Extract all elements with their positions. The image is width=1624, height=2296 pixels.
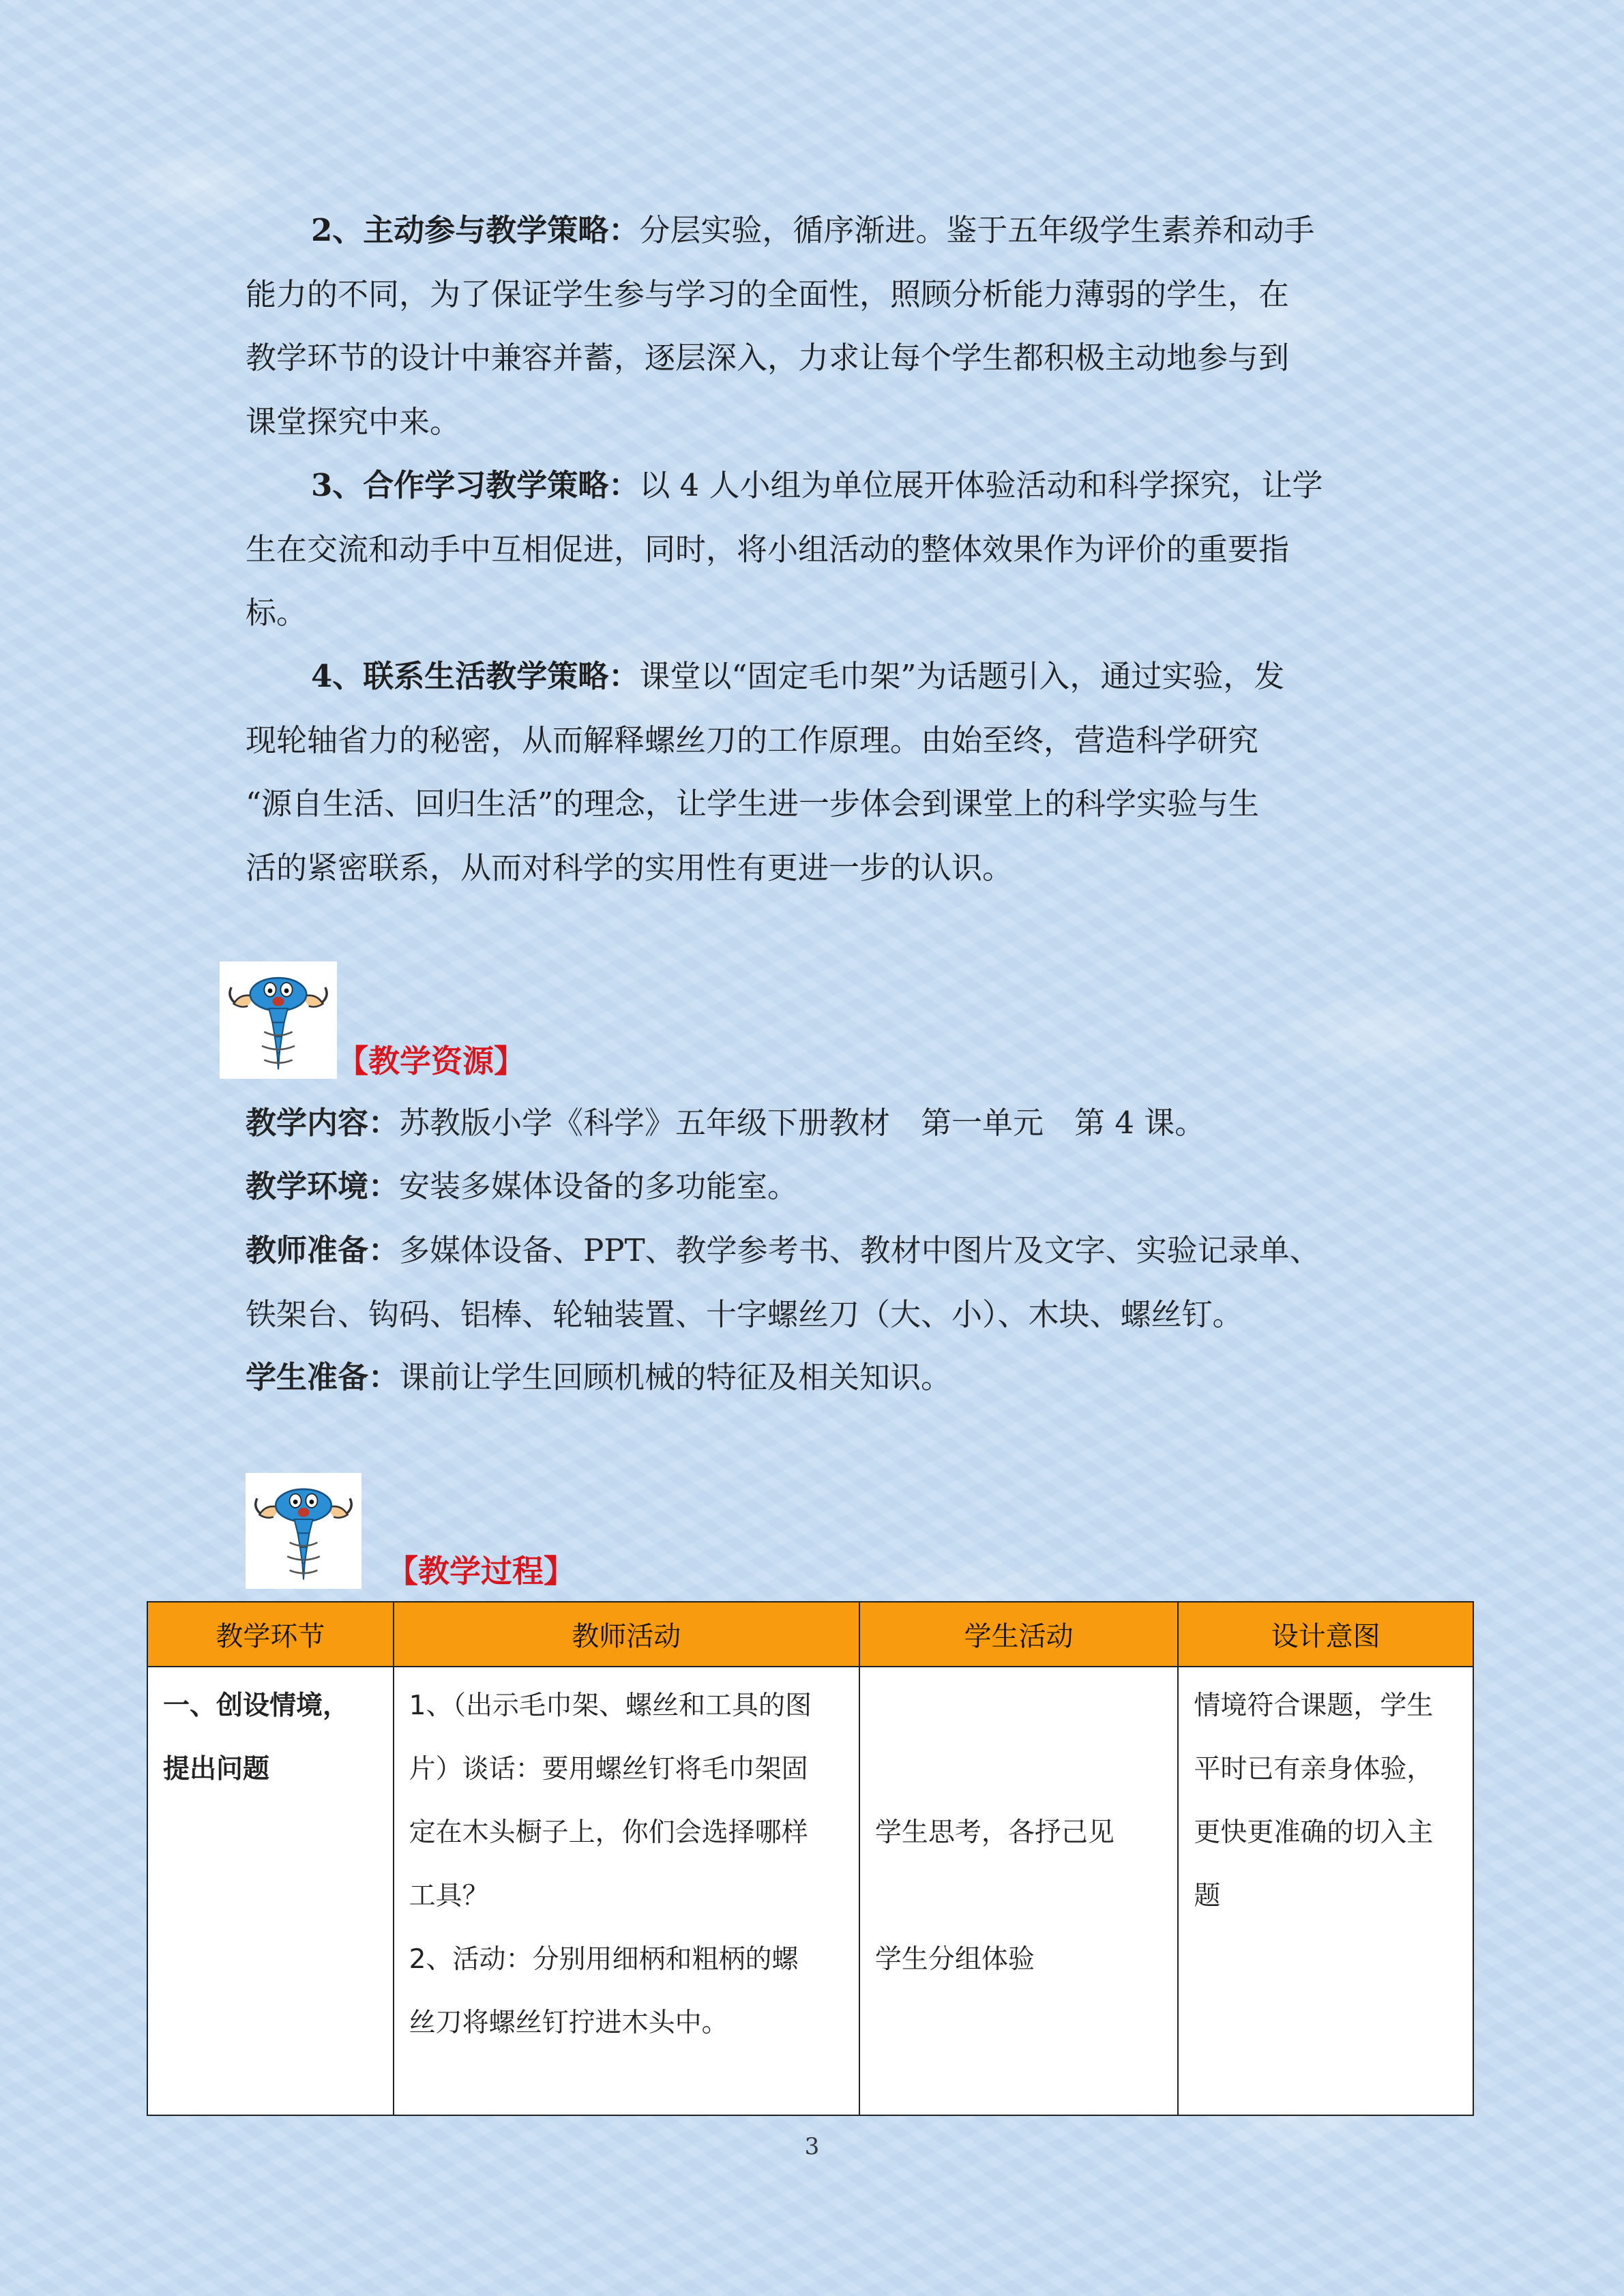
- strategy-3-paragraph: [246, 453, 1378, 645]
- resource-teacher-value-2: 铁架台、钩码、铝棒、轮轴装置、十字螺丝刀（大、小）、木块、螺丝钉。: [246, 1296, 1243, 1332]
- strategy-4-label: 4、联系生活教学策略：: [311, 658, 640, 694]
- strategy-4-paragraph: [246, 644, 1378, 899]
- table-header-row: [147, 1602, 1473, 1667]
- cell-design-intent: [1178, 1667, 1473, 2115]
- teacher-line-4: 工具？: [409, 1881, 489, 1911]
- header-stage: 教学环节: [147, 1602, 394, 1667]
- resource-student-prep: [246, 1345, 1405, 1410]
- resource-environment-label: 教学环境：: [246, 1168, 400, 1204]
- intent-line-1: 情境符合课题，学生: [1194, 1690, 1434, 1721]
- stage-line-1: 一、创设情境，: [163, 1690, 350, 1721]
- strategy-4-line-1: 课堂以“固定毛巾架”为话题引入，通过实验，发: [639, 658, 1285, 694]
- student-line-1: 学生思考，各抒己见: [874, 1817, 1114, 1848]
- table-row: [147, 1667, 1473, 2115]
- cell-student-activity: [859, 1667, 1179, 2115]
- strategy-3-line-1: 以 4 人小组为单位展开体验活动和科学探究，让学: [639, 467, 1323, 503]
- strategy-4-line-3: “源自生活、回归生活”的理念，让学生进一步体会到课堂上的科学实验与生: [246, 786, 1260, 822]
- screw-mascot-icon: [220, 961, 337, 1079]
- resource-student-label: 学生准备：: [246, 1359, 400, 1395]
- resource-teacher-value-1: 多媒体设备、PPT、教学参考书、教材中图片及文字、实验记录单、: [399, 1232, 1320, 1268]
- teacher-line-2: 片）谈话：要用螺丝钉将毛巾架固: [409, 1754, 808, 1785]
- strategy-3-line-2: 生在交流和动手中互相促进，同时，将小组活动的整体效果作为评价的重要指: [246, 531, 1290, 567]
- cell-teacher-activity: [394, 1667, 859, 2115]
- resource-environment-value: 安装多媒体设备的多功能室。: [399, 1168, 799, 1204]
- cell-stage: [147, 1667, 394, 2115]
- teaching-process-table: [147, 1601, 1474, 2116]
- page-number: 3: [804, 2133, 820, 2160]
- strategy-3-line-3: 标。: [246, 595, 308, 631]
- teacher-line-6: 丝刀将螺丝钉拧进木头中。: [409, 2008, 728, 2038]
- strategy-2-line-1: 分层实验，循序渐进。鉴于五年级学生素养和动手: [639, 212, 1315, 248]
- teacher-line-5: 2、活动：分别用细柄和粗柄的螺: [409, 1944, 799, 1975]
- teacher-line-3: 定在木头橱子上，你们会选择哪样: [409, 1817, 808, 1848]
- teacher-line-1: 1、（出示毛巾架、螺丝和工具的图: [409, 1690, 812, 1721]
- intent-line-4: 题: [1194, 1881, 1221, 1911]
- resource-environment: [246, 1154, 1405, 1219]
- header-design-intent: 设计意图: [1178, 1602, 1473, 1667]
- resource-teacher-prep: [246, 1219, 1405, 1346]
- strategy-2-label: 2、主动参与教学策略：: [311, 212, 640, 248]
- strategy-2-paragraph: [246, 198, 1378, 453]
- strategy-2-line-4: 课堂探究中来。: [246, 403, 461, 440]
- screw-mascot-icon: [246, 1473, 361, 1589]
- strategy-2-line-3: 教学环节的设计中兼容并蓄，逐层深入，力求让每个学生都积极主动地参与到: [246, 340, 1290, 376]
- strategy-2-line-2: 能力的不同，为了保证学生参与学习的全面性，照顾分析能力薄弱的学生，在: [246, 275, 1290, 312]
- student-line-2: 学生分组体验: [874, 1944, 1035, 1975]
- process-heading: 【教学过程】: [387, 1553, 575, 1590]
- header-teacher-activity: 教师活动: [394, 1602, 859, 1667]
- resource-content-value: 苏教版小学《科学》五年级下册教材 第一单元 第 4 课。: [399, 1105, 1206, 1141]
- intent-line-3: 更快更准确的切入主: [1194, 1817, 1434, 1848]
- strategy-4-line-2: 现轮轴省力的秘密，从而解释螺丝刀的工作原理。由始至终，营造科学研究: [246, 721, 1259, 758]
- intent-line-2: 平时已有亲身体验，: [1194, 1754, 1434, 1785]
- resource-teacher-label: 教师准备：: [246, 1232, 400, 1268]
- resource-student-value: 课前让学生回顾机械的特征及相关知识。: [399, 1359, 952, 1395]
- strategy-3-label: 3、合作学习教学策略：: [311, 467, 640, 503]
- header-student-activity: 学生活动: [859, 1602, 1179, 1667]
- strategy-4-line-4: 活的紧密联系，从而对科学的实用性有更进一步的认识。: [246, 849, 1014, 886]
- resource-content-label: 教学内容：: [246, 1105, 400, 1141]
- resources-heading: 【教学资源】: [337, 1043, 525, 1079]
- stage-line-2: 提出问题: [163, 1754, 270, 1785]
- resource-content: [246, 1091, 1405, 1155]
